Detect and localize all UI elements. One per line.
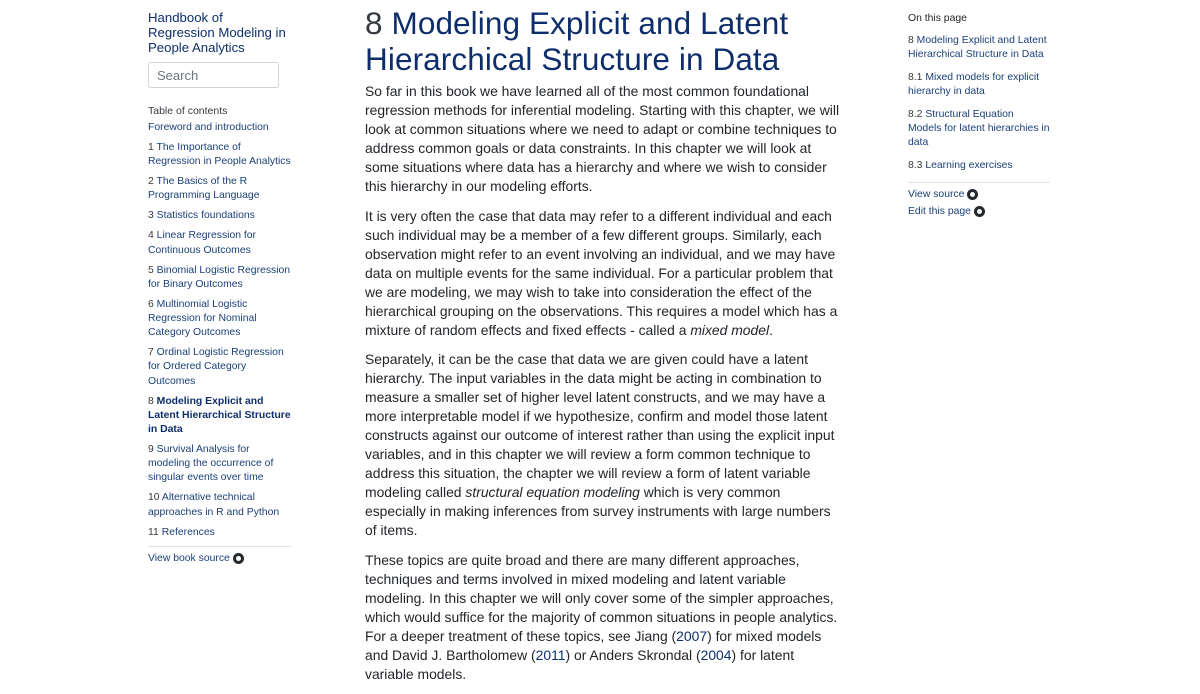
toc-item-6[interactable]: [148, 298, 293, 341]
on-this-page-list: [908, 34, 1050, 173]
search-input[interactable]: [148, 62, 279, 88]
toc-item-label[interactable]: Foreword and introduction: [148, 122, 269, 133]
view-source-link[interactable]: [908, 189, 1050, 200]
paragraph-text: It is very often the case that data may refer to a different individual and each such individual may be a member of a few different groups. Similarly, each observation might refer to an event involving an individual, and we may have data on multiple events for the same individual. For a particular problem that we are modeling, we may wish to take into consideration the effect of the hierarchical grouping on the observations. This requires a model which has a mixture of random effects and fixed effects - called a: [365, 207, 838, 338]
toc-item-num: 3: [148, 210, 154, 222]
toc-item-label[interactable]: Binomial Logistic Regression for Binary Outcomes: [148, 264, 291, 290]
toc-item-4[interactable]: [148, 229, 293, 257]
paragraph-mixed-models: [365, 207, 840, 340]
toc-list: [148, 121, 293, 540]
toc-item-11[interactable]: [148, 526, 293, 540]
chapter-number: 8: [365, 5, 383, 41]
page-toc-num: 8.2: [908, 108, 923, 120]
page-toc-num: 8: [908, 35, 914, 46]
page-toc-label[interactable]: Mixed models for explicit hierarchy in data: [908, 71, 1040, 98]
toc-item-3[interactable]: [148, 209, 293, 223]
toc-item-label[interactable]: Modeling Explicit and Latent Hierarchical Structure in Data: [148, 395, 291, 436]
toc-item-label[interactable]: References: [161, 526, 215, 538]
toc-item-label[interactable]: Survival Analysis for modeling the occurrence of singular events over time: [148, 444, 274, 484]
page-toc-num: 8.3: [908, 159, 923, 171]
right-toc: [908, 13, 1050, 217]
github-icon: [233, 553, 244, 564]
page-toc-label[interactable]: Modeling Explicit and Latent Hierarchical Structure in Data: [908, 35, 1047, 61]
sidebar-divider: [148, 546, 291, 547]
toc-item-num: 11: [148, 526, 159, 538]
paragraph-latent: [365, 350, 840, 540]
right-toc-divider: [908, 182, 1050, 183]
page-toc-item-8[interactable]: [908, 34, 1050, 62]
toc-item-7[interactable]: [148, 346, 293, 389]
toc-item-num: 2: [148, 176, 154, 188]
left-sidebar: [148, 10, 293, 564]
toc-item-num: 7: [148, 347, 154, 359]
paragraph-intro: So far in this book we have learned all of the most common foundational regression methods for inferential modeling. Starting with this chapter, we will look at common situations where we need to adapt or combine techniques to address common goals or data constraints. In this chapter we will look at some situations where data has a hierarchy and where we wish to consider this hierarchy in our modeling efforts.: [365, 83, 840, 194]
page-toc-label[interactable]: Learning exercises: [925, 159, 1013, 171]
toc-item-num: 1: [148, 142, 154, 153]
toc-item-label[interactable]: Alternative technical approaches in R and Python: [148, 492, 280, 518]
edit-page-link[interactable]: [908, 206, 1050, 217]
paragraph-text: which is very common especially in making inferences from survey instruments with large numbers of items.: [365, 484, 831, 538]
paragraph-text: ) for mixed models and David J. Bartholomew (: [365, 627, 822, 663]
view-book-source-label: View book source: [148, 552, 230, 564]
paragraph-text: Separately, it can be the case that data we are given could have a latent hierarchy. The input variables in the data might be acting in combination to measure a smaller set of higher level latent constructs, and we may have a more interpretable model if we hypothesize, confirm and model those latent constructs against our outcome of interest rather than using the explicit input variables, and in this chapter we will review a form common technique to address this situation, the chapter we will review a form of latent variable modeling called: [365, 351, 835, 500]
book-title-link[interactable]: Handbook of Regression Modeling in People Analytics: [148, 10, 286, 55]
toc-item-num: 4: [148, 230, 154, 242]
github-icon: [967, 189, 978, 200]
github-icon: [974, 206, 985, 217]
toc-item-label[interactable]: The Importance of Regression in People Analytics: [148, 142, 291, 168]
page-toc-num: 8.1: [908, 71, 923, 83]
page-title: [365, 6, 840, 77]
citation-link-jiang[interactable]: 2007: [676, 627, 708, 644]
view-book-source-link[interactable]: [148, 553, 293, 564]
toc-item-num: 9: [148, 444, 154, 456]
toc-heading: Table of contents: [148, 105, 228, 117]
toc-item-label[interactable]: Statistics foundations: [156, 210, 255, 222]
paragraph-text: ) or Anders Skrondal (: [565, 646, 701, 663]
page-toc-item-8-2[interactable]: [908, 108, 1050, 151]
edit-page-label: Edit this page: [908, 205, 971, 217]
paragraph-text: ) for latent variable models.: [365, 646, 795, 682]
page-toc-item-8-1[interactable]: [908, 71, 1050, 99]
paragraph-text: These topics are quite broad and there are many different approaches, techniques and terms involved in mixed modeling and latent variable modeling. In this chapter we will only cover some of the simpler approaches, which would suffice for the majority of common situations in people analytics. For a deeper treatment of these topics, see Jiang (: [365, 551, 838, 644]
toc-item-num: 5: [148, 264, 154, 276]
term-mixed-model: mixed model: [690, 321, 770, 338]
toc-item-label[interactable]: The Basics of the R Programming Language: [148, 176, 260, 202]
on-this-page-heading: On this page: [908, 13, 967, 24]
term-sem: structural equation modeling: [465, 484, 640, 500]
toc-item-foreword[interactable]: [148, 121, 293, 135]
toc-item-label[interactable]: Linear Regression for Continuous Outcomes: [148, 230, 257, 256]
toc-item-label[interactable]: Ordinal Logistic Regression for Ordered Category Outcomes: [148, 347, 284, 387]
toc-item-num: 6: [148, 298, 154, 310]
citation-link-skrondal[interactable]: 2004: [700, 646, 732, 663]
toc-item-8-active[interactable]: [148, 395, 293, 438]
view-source-label: View source: [908, 188, 965, 200]
paragraph-references: [365, 551, 840, 684]
chapter-title: Modeling Explicit and Latent Hierarchical Structure in Data: [365, 5, 789, 77]
page-toc-label[interactable]: Structural Equation Models for latent hierarchies in data: [908, 108, 1050, 149]
toc-item-5[interactable]: [148, 264, 293, 292]
toc-item-2[interactable]: [148, 175, 293, 203]
toc-item-num: 8: [148, 395, 154, 407]
toc-item-1[interactable]: [148, 141, 293, 169]
toc-item-10[interactable]: [148, 491, 293, 519]
toc-item-9[interactable]: [148, 443, 293, 486]
citation-link-bartholomew[interactable]: 2011: [535, 646, 566, 663]
paragraph-text: .: [769, 321, 773, 338]
toc-item-num: 10: [148, 492, 160, 504]
main-content: [365, 6, 840, 694]
page-toc-item-8-3[interactable]: [908, 159, 1050, 173]
toc-item-label[interactable]: Multinomial Logistic Regression for Nominal Category Outcomes: [148, 298, 257, 339]
